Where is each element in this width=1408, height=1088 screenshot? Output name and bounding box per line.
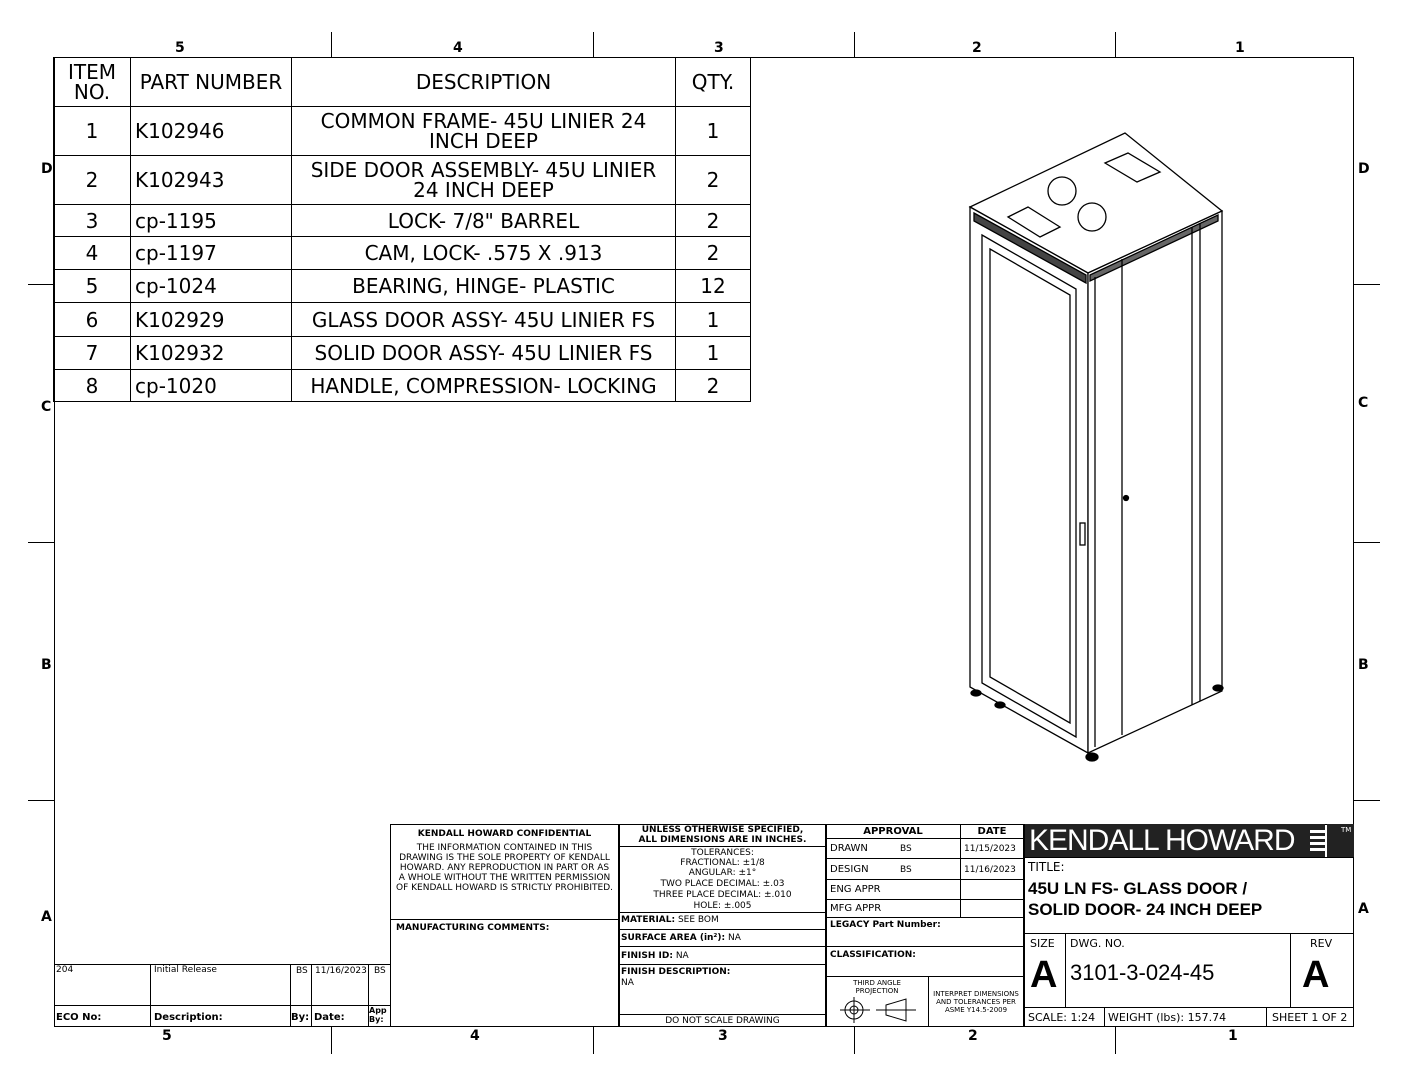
eco-description-header: Description: — [154, 1012, 223, 1023]
zone-col-2-bottom: 2 — [968, 1028, 978, 1044]
eco-app-by-header: App By: — [369, 1006, 387, 1024]
bom-row: 3 cp-1195 LOCK- 7/8" BARREL 2 — [54, 205, 751, 237]
size-label: SIZE — [1030, 937, 1055, 950]
tolerance-line: TWO PLACE DECIMAL: ±.03 — [660, 879, 785, 889]
zone-col-1-top: 1 — [1235, 40, 1245, 56]
zone-row-c-left: C — [41, 399, 52, 415]
bom-row: 8 cp-1020 HANDLE, COMPRESSION- LOCKING 2 — [54, 370, 751, 402]
eco-description: Initial Release — [154, 965, 217, 975]
zone-col-3-bottom: 3 — [718, 1028, 728, 1044]
tolerance-line: HOLE: ±.005 — [693, 901, 752, 911]
company-logo — [1025, 824, 1325, 857]
zone-col-1-bottom: 1 — [1228, 1028, 1238, 1044]
approval-date-drawn: 11/15/2023 — [964, 844, 1016, 854]
zone-row-d-right: D — [1358, 161, 1370, 177]
company-logo-text: KENDALL HOWARD — [1029, 824, 1295, 857]
eco-no-header: ECO No: — [56, 1012, 102, 1023]
zone-col-5-bottom: 5 — [162, 1028, 172, 1044]
sheet-field: SHEET 1 OF 2 — [1272, 1011, 1348, 1024]
zone-col-4-top: 4 — [453, 40, 463, 56]
bill-of-materials-table — [53, 57, 751, 402]
third-angle-projection-icon — [840, 997, 920, 1023]
zone-col-4-bottom: 4 — [470, 1028, 480, 1044]
bom-row: 4 cp-1197 CAM, LOCK- .575 X .913 2 — [54, 237, 751, 270]
eco-by: BS — [296, 966, 308, 976]
approval-role-design: DESIGN — [830, 864, 869, 875]
tolerance-line: ANGULAR: ±1° — [688, 868, 757, 878]
zone-row-b-left: B — [41, 657, 52, 673]
bom-row: 2 K102943 SIDE DOOR ASSEMBLY- 45U LINIER 24 INCH DEEP 2 — [54, 156, 751, 205]
trademark-mark: TM — [1341, 826, 1352, 834]
confidential-title: KENDALL HOWARD CONFIDENTIAL — [417, 829, 592, 839]
bom-row: 5 cp-1024 BEARING, HINGE- PLASTIC 12 — [54, 270, 751, 303]
approval-header: APPROVAL — [863, 826, 923, 837]
scale-field: SCALE: 1:24 — [1028, 1011, 1096, 1024]
confidential-text: THE INFORMATION CONTAINED IN THIS DRAWING IS THE SOLE PROPERTY OF KENDALL HOWARD. ANY REPRODUCTION IN PART OR AS A WHOLE WITHOUT THE WRITTEN PERMISSION OF KENDALL HOWARD IS STRICTLY PROHIBITED. — [396, 843, 614, 893]
drawing-title-line-1: 45U LN FS- GLASS DOOR / — [1028, 879, 1248, 898]
weight-field: WEIGHT (lbs): 157.74 — [1108, 1011, 1227, 1024]
bom-row: 7 K102932 SOLID DOOR ASSY- 45U LINIER FS 1 — [54, 337, 751, 370]
eco-number: 204 — [56, 965, 74, 975]
finish-description-label: FINISH DESCRIPTION: — [621, 967, 731, 977]
size-value: A — [1030, 954, 1058, 996]
title-label: TITLE: — [1028, 860, 1065, 874]
surface-area-field: SURFACE AREA (in²): NA — [621, 933, 741, 943]
eco-by-header: By: — [291, 1012, 310, 1023]
eco-date-header: Date: — [314, 1012, 345, 1023]
bom-header-part: PART NUMBER — [131, 58, 292, 107]
bom-header-qty: QTY. — [676, 58, 751, 107]
third-angle-projection-label: THIRD ANGLE PROJECTION — [853, 979, 901, 995]
zone-row-b-right: B — [1358, 657, 1369, 673]
zone-col-2-top: 2 — [972, 40, 982, 56]
interpret-dimensions-note: INTERPRET DIMENSIONS AND TOLERANCES PER ASME Y14.5-2009 — [933, 990, 1019, 1014]
manufacturing-comments-label: MANUFACTURING COMMENTS: — [396, 923, 550, 933]
dwg-no-label: DWG. NO. — [1070, 937, 1125, 950]
tolerance-line: THREE PLACE DECIMAL: ±.010 — [653, 890, 792, 900]
dwg-no-value: 3101-3-024-45 — [1070, 960, 1215, 985]
approval-by-design: BS — [900, 865, 912, 875]
zone-row-c-right: C — [1358, 395, 1369, 411]
approval-role-eng: ENG APPR — [830, 884, 881, 895]
approval-by-drawn: BS — [900, 844, 912, 854]
server-rack-isometric-drawing — [960, 125, 1235, 765]
bom-header-item: ITEM NO. — [54, 58, 131, 107]
date-header: DATE — [977, 826, 1007, 837]
bom-row: 6 K102929 GLASS DOOR ASSY- 45U LINIER FS 1 — [54, 303, 751, 337]
tolerance-header-2: ALL DIMENSIONS ARE IN INCHES. — [638, 835, 807, 845]
zone-col-3-top: 3 — [714, 40, 724, 56]
do-not-scale-note: DO NOT SCALE DRAWING — [665, 1016, 780, 1026]
legacy-part-label: LEGACY Part Number: — [830, 920, 941, 930]
tolerance-header-1: UNLESS OTHERWISE SPECIFIED, — [641, 825, 804, 835]
bom-row: 1 K102946 COMMON FRAME- 45U LINIER 24 INCH DEEP 1 — [54, 107, 751, 156]
tolerance-line: TOLERANCES: — [691, 848, 754, 858]
eco-date: 11/16/2023 — [315, 966, 367, 976]
finish-id-field: FINISH ID: NA — [621, 951, 689, 961]
drawing-title-line-2: SOLID DOOR- 24 INCH DEEP — [1028, 900, 1263, 919]
eco-approved: BS — [374, 966, 386, 976]
rev-label: REV — [1310, 937, 1333, 950]
zone-row-d-left: D — [41, 161, 53, 177]
approval-role-mfg: MFG APPR — [830, 903, 882, 914]
bom-header-description: DESCRIPTION — [292, 58, 676, 107]
approval-role-drawn: DRAWN — [830, 843, 868, 854]
approval-date-design: 11/16/2023 — [964, 865, 1016, 875]
zone-col-5-top: 5 — [175, 40, 185, 56]
tolerance-line: FRACTIONAL: ±1/8 — [680, 858, 765, 868]
material-field: MATERIAL: SEE BOM — [621, 915, 719, 925]
classification-label: CLASSIFICATION: — [830, 950, 916, 960]
zone-row-a-left: A — [41, 909, 52, 925]
rev-value: A — [1302, 954, 1330, 996]
zone-row-a-right: A — [1358, 901, 1369, 917]
finish-description-value: NA — [621, 978, 634, 988]
